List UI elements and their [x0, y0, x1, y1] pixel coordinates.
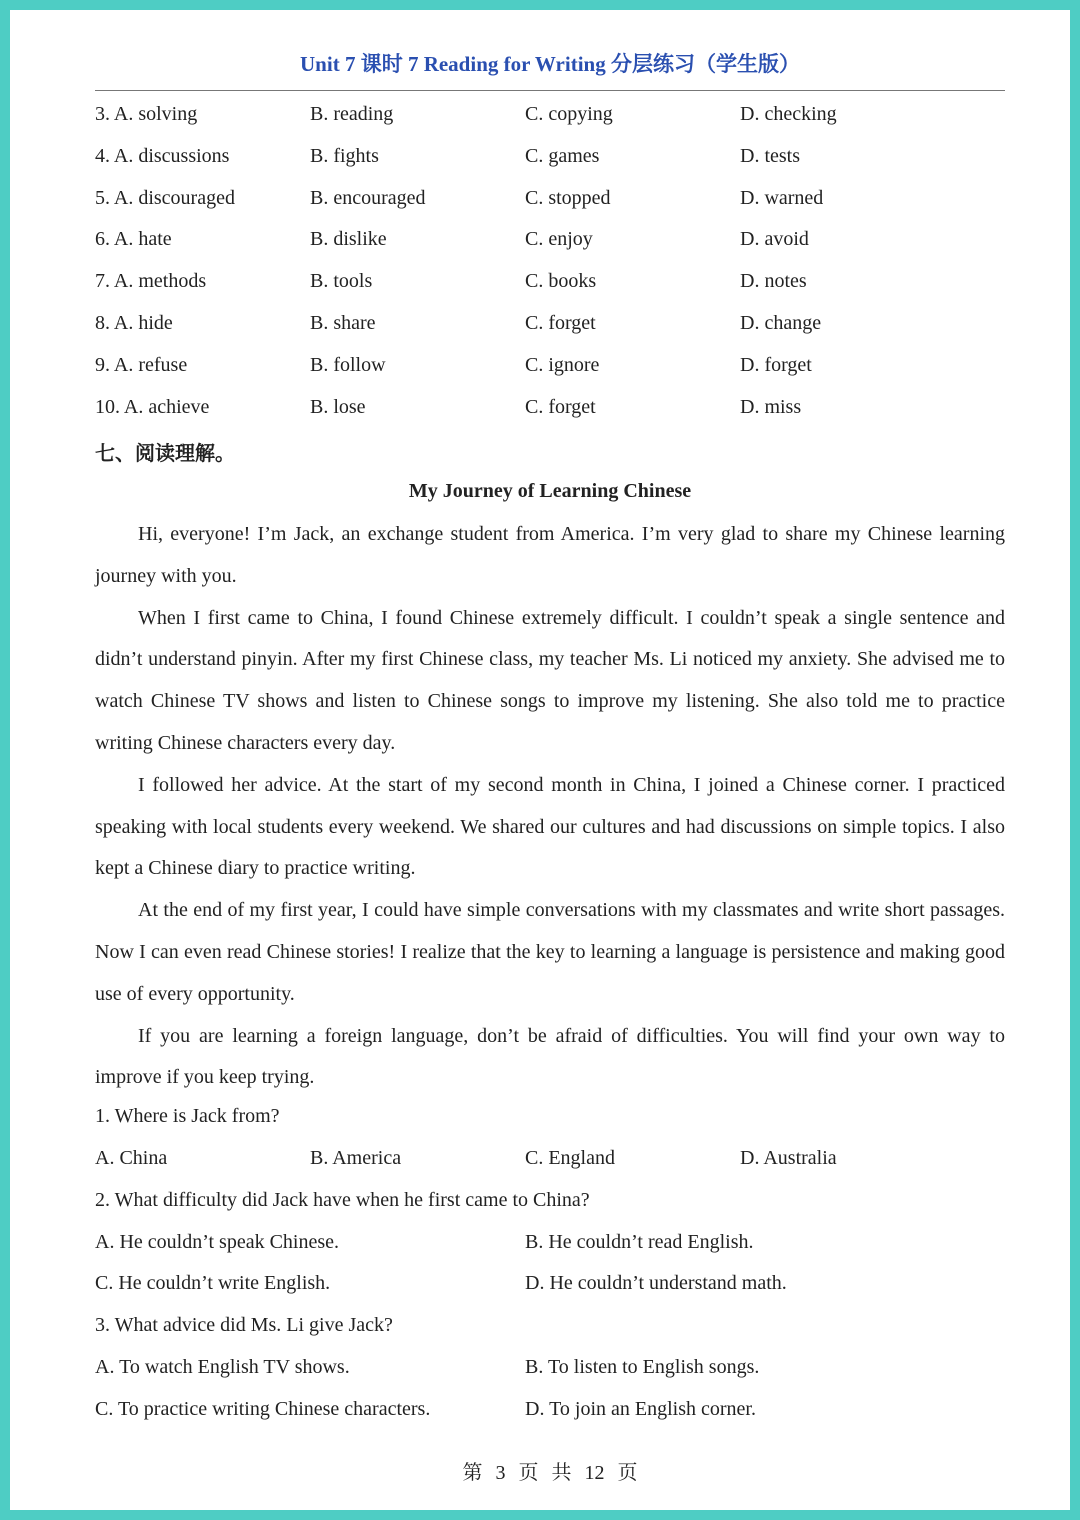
section-heading: 七、阅读理解。 — [95, 441, 235, 465]
cloze-option-row — [95, 228, 1005, 258]
header-divider — [95, 90, 1005, 91]
question-options — [95, 1147, 1005, 1177]
option-a: A. China — [95, 1147, 168, 1169]
question-options — [95, 1272, 1005, 1302]
option-d: D. miss — [740, 396, 802, 418]
passage-paragraph: I followed her advice. At the start of my second month in China, I joined a Chinese corner. I practiced speaking with local students every weekend. We shared our cultures and had discussions on simple topics. I also kept a Chinese diary to practice writing. — [95, 773, 1005, 880]
option-a: 3. A. solving — [95, 103, 198, 125]
option-a: 8. A. hide — [95, 312, 173, 334]
question-options — [95, 1231, 1005, 1261]
option-c: C. forget — [525, 312, 596, 334]
question-options — [95, 1356, 1005, 1386]
option-a: A. To watch English TV shows. — [95, 1356, 350, 1378]
question-options — [95, 1398, 1005, 1428]
option-b: B. follow — [310, 354, 386, 376]
option-a: 10. A. achieve — [95, 396, 210, 418]
option-c: C. enjoy — [525, 228, 593, 250]
passage-title: My Journey of Learning Chinese — [408, 480, 692, 502]
option-c: C. copying — [525, 103, 613, 125]
passage-paragraph: At the end of my first year, I could have simple conversations with my classmates and write short passages. Now I can even read Chinese stories! I realize that the key to learning a language is persistence and making good use of every opportunity. — [95, 899, 1005, 1005]
option-d: D. change — [740, 312, 822, 334]
question-stem: 3. What advice did Ms. Li give Jack? — [95, 1314, 393, 1336]
option-a: A. He couldn’t speak Chinese. — [95, 1231, 340, 1253]
option-c: C. To practice writing Chinese characters. — [95, 1398, 431, 1420]
option-a: 7. A. methods — [95, 270, 207, 292]
option-d: D. tests — [740, 145, 800, 167]
option-a: 4. A. discussions — [95, 145, 230, 167]
option-d: D. Australia — [740, 1147, 837, 1169]
question-stem: 1. Where is Jack from? — [95, 1105, 280, 1127]
option-c: C. stopped — [525, 187, 611, 209]
option-c: C. games — [525, 145, 600, 167]
option-d: D. checking — [740, 103, 837, 125]
option-b: B. To listen to English songs. — [525, 1356, 760, 1378]
option-a: 6. A. hate — [95, 228, 172, 250]
passage-body — [95, 514, 1005, 1099]
passage-paragraph: When I first came to China, I found Chinese extremely difficult. I couldn’t speak a single sentence and didn’t understand pinyin. After my first Chinese class, my teacher Ms. Li noticed my anxiety. She advised me to watch Chinese TV shows and listen to Chinese songs to improve my listening. She also told me to practice writing Chinese characters every day. — [95, 606, 1005, 754]
page-number: 第 3 页 共 12 页 — [462, 1462, 638, 1484]
option-c: C. forget — [525, 396, 596, 418]
option-c: C. ignore — [525, 354, 600, 376]
cloze-option-row — [95, 187, 1005, 217]
option-c: C. England — [525, 1147, 615, 1169]
option-b: B. encouraged — [310, 187, 426, 209]
option-d: D. warned — [740, 187, 824, 209]
option-c: C. books — [525, 270, 597, 292]
option-d: D. notes — [740, 270, 807, 292]
option-a: 9. A. refuse — [95, 354, 188, 376]
page-header-title: Unit 7 课时 7 Reading for Writing 分层练习（学生版） — [300, 52, 800, 76]
option-b: B. reading — [310, 103, 394, 125]
cloze-option-row — [95, 145, 1005, 175]
passage-paragraph: If you are learning a foreign language, don’t be afraid of difficulties. You will find your own way to improve if you keep trying. — [95, 1024, 1005, 1089]
option-b: B. tools — [310, 270, 373, 292]
cloze-option-row — [95, 103, 1005, 133]
cloze-option-row — [95, 312, 1005, 342]
passage-paragraph: Hi, everyone! I’m Jack, an exchange student from America. I’m very glad to share my Chinese learning journey with you. — [95, 523, 1005, 587]
option-c: C. He couldn’t write English. — [95, 1272, 331, 1294]
cloze-option-row — [95, 396, 1005, 426]
option-d: D. He couldn’t understand math. — [525, 1272, 787, 1294]
option-b: B. fights — [310, 145, 379, 167]
option-b: B. dislike — [310, 228, 387, 250]
option-d: D. To join an English corner. — [525, 1398, 756, 1420]
cloze-option-row — [95, 354, 1005, 384]
question-stem: 2. What difficulty did Jack have when he first came to China? — [95, 1189, 590, 1211]
cloze-option-row — [95, 270, 1005, 300]
option-b: B. share — [310, 312, 376, 334]
option-a: 5. A. discouraged — [95, 187, 235, 209]
option-b: B. America — [310, 1147, 402, 1169]
option-d: D. forget — [740, 354, 812, 376]
option-b: B. He couldn’t read English. — [525, 1231, 754, 1253]
option-b: B. lose — [310, 396, 366, 418]
option-d: D. avoid — [740, 228, 809, 250]
